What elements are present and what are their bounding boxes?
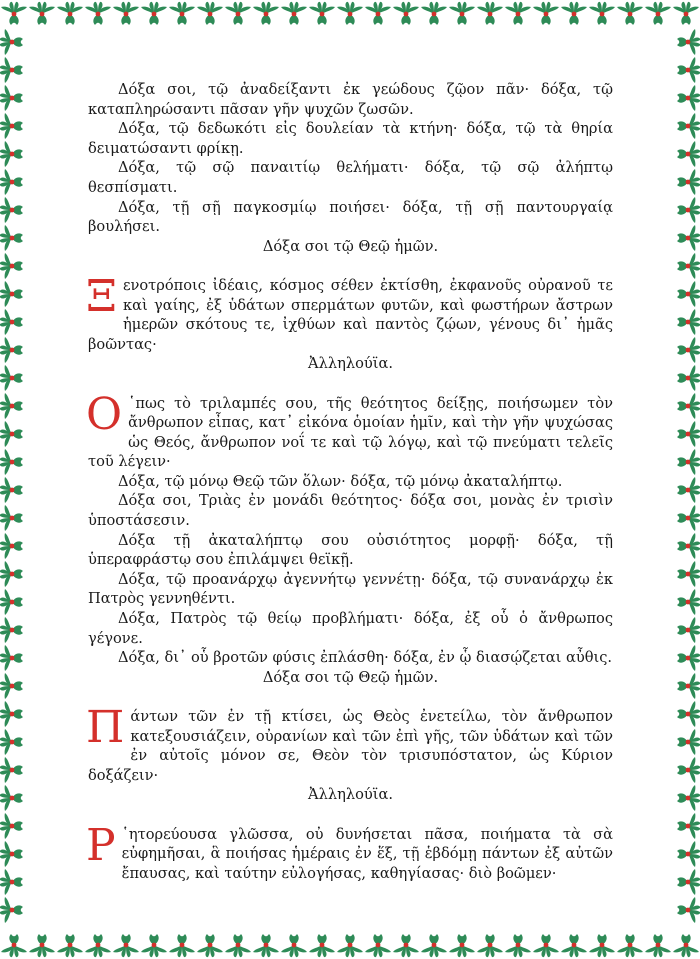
verse-line: Δόξα, τῷ σῷ παναιτίῳ θελήματι· δόξα, τῷ σῷ ἀλήπτῳ θεσπίσματι. — [88, 159, 613, 196]
holly-wreath-icon — [561, 2, 587, 25]
holly-wreath-icon — [677, 57, 700, 83]
holly-wreath-icon — [393, 2, 419, 25]
holly-wreath-icon — [645, 934, 671, 957]
refrain: Δόξα σοι τῷ Θεῷ ἡμῶν. — [262, 668, 439, 686]
holly-wreath-icon — [677, 337, 700, 363]
holly-wreath-icon — [141, 934, 167, 957]
holly-wreath-icon — [0, 533, 23, 559]
holly-wreath-icon — [677, 393, 700, 419]
holly-wreath-icon — [365, 934, 391, 957]
holly-wreath-icon — [0, 757, 23, 783]
holly-wreath-icon — [645, 2, 671, 25]
holly-wreath-icon — [677, 757, 700, 783]
holly-wreath-icon — [393, 934, 419, 957]
holly-wreath-icon — [677, 85, 700, 111]
alleluia: Ἀλληλούϊα. — [308, 355, 393, 373]
drop-cap: Π — [86, 702, 125, 753]
holly-wreath-icon — [0, 645, 23, 671]
holly-wreath-icon — [677, 505, 700, 531]
holly-wreath-icon — [677, 897, 700, 923]
holly-wreath-icon — [677, 29, 700, 55]
verse-line: Δόξα τῇ ἀκαταλήπτῳ σου οὐσιότητος μορφῇ· δόξα, τῇ ὑπεραφράστῳ σου ἐπιλάμψει θεϊκῇ. — [88, 531, 613, 569]
holly-wreath-icon — [0, 169, 23, 195]
holly-wreath-icon — [677, 701, 700, 727]
holly-wreath-icon — [0, 197, 23, 223]
drop-cap: Ξ — [86, 270, 117, 322]
holly-wreath-icon — [1, 2, 27, 25]
holly-wreath-icon — [617, 2, 643, 25]
holly-wreath-icon — [309, 2, 335, 25]
holly-wreath-icon — [673, 2, 699, 25]
alleluia: Ἀλληλούϊα. — [308, 786, 393, 804]
holly-wreath-icon — [57, 934, 83, 957]
holly-wreath-icon — [0, 869, 23, 895]
verse-line: Δόξα, τῷ προανάρχῳ ἀγεννήτῳ γεννέτῃ· δόξα, τῷ συνανάρχῳ ἐκ Πατρὸς γεννηθέντι. — [88, 570, 613, 608]
verse-line: Δόξα σοι, τῷ ἀναδείξαντι ἐκ γεώδους ζῷον πᾶν· δόξα, τῷ καταπληρώσαντι πᾶσαν γῆν ψυχῶν ζωσῶν. — [88, 81, 613, 118]
holly-wreath-icon — [0, 309, 23, 335]
holly-wreath-icon — [677, 589, 700, 615]
holly-wreath-icon — [505, 2, 531, 25]
stanza-pi — [86, 702, 613, 785]
stanza-text: ενοτρόποις ἰδέαις, κόσμος σέθεν ἐκτίσθη, ἐκφανοῦς οὐρανοῦ τε καὶ γαίης, ἐξ ὑδάτων σπερμάτων φυτῶν, καὶ φωστήρων ἄστρων ἡμερῶν σκότους τε, ἰχθύων καὶ παντὸς ζῴων, γένους δι᾿ ἡμᾶς βοῶντας· — [88, 276, 613, 353]
holly-wreath-icon — [533, 934, 559, 957]
drop-cap: Ρ — [86, 819, 116, 871]
verse-line: Δόξα σοι, Τριὰς ἐν μονάδι θεότητος· δόξα σοι, μονὰς ἐν τρισὶν ὑποστάσεσιν. — [88, 492, 613, 530]
holly-wreath-icon — [477, 934, 503, 957]
holly-wreath-icon — [309, 934, 335, 957]
holly-wreath-icon — [677, 673, 700, 699]
verse-line: Δόξα, τῷ μόνῳ Θεῷ τῶν ὅλων· δόξα, τῷ μόνῳ ἀκαταλήπτῳ. — [118, 472, 563, 490]
holly-wreath-icon — [677, 281, 700, 307]
holly-wreath-icon — [169, 2, 195, 25]
refrain: Δόξα σοι τῷ Θεῷ ἡμῶν. — [262, 237, 439, 255]
holly-wreath-icon — [281, 934, 307, 957]
holly-wreath-icon — [85, 2, 111, 25]
holly-wreath-icon — [561, 934, 587, 957]
holly-wreath-icon — [0, 337, 23, 363]
holly-wreath-icon — [677, 869, 700, 895]
holly-wreath-icon — [677, 309, 700, 335]
holly-wreath-icon — [0, 673, 23, 699]
holly-wreath-icon — [337, 2, 363, 25]
holly-wreath-icon — [365, 2, 391, 25]
stanza-omicron — [86, 388, 613, 472]
holly-wreath-icon — [1, 934, 27, 957]
holly-wreath-icon — [113, 934, 139, 957]
holly-wreath-icon — [533, 2, 559, 25]
holly-wreath-icon — [677, 449, 700, 475]
holly-wreath-icon — [677, 141, 700, 167]
stanza-rho — [86, 819, 613, 884]
holly-wreath-icon — [29, 2, 55, 25]
verse-line: Δόξα, Πατρὸς τῷ θείῳ προβλήματι· δόξα, ἐξ οὗ ὁ ἄνθρωπος γέγονε. — [88, 610, 613, 647]
text-body — [88, 80, 613, 883]
holly-wreath-icon — [677, 421, 700, 447]
holly-wreath-icon — [57, 2, 83, 25]
holly-wreath-icon — [677, 253, 700, 279]
holly-wreath-icon — [677, 225, 700, 251]
holly-wreath-icon — [677, 365, 700, 391]
holly-wreath-icon — [677, 113, 700, 139]
holly-wreath-icon — [421, 934, 447, 957]
holly-wreath-icon — [0, 589, 23, 615]
holly-wreath-icon — [0, 701, 23, 727]
verse-line: Δόξα, δι᾿ οὗ βροτῶν φύσις ἐπλάσθη· δόξα, ἐν ᾧ διασῴζεται αὖθις. — [118, 649, 613, 667]
holly-wreath-icon — [505, 934, 531, 957]
holly-wreath-icon — [477, 2, 503, 25]
holly-wreath-icon — [0, 561, 23, 587]
holly-wreath-icon — [677, 197, 700, 223]
holly-wreath-icon — [0, 57, 23, 83]
holly-wreath-icon — [677, 617, 700, 643]
holly-wreath-icon — [677, 477, 700, 503]
holly-wreath-icon — [141, 2, 167, 25]
holly-wreath-icon — [677, 169, 700, 195]
holly-wreath-icon — [677, 785, 700, 811]
holly-wreath-icon — [677, 645, 700, 671]
holly-wreath-icon — [225, 2, 251, 25]
drop-cap: Ο — [86, 388, 123, 440]
holly-wreath-icon — [0, 841, 23, 867]
holly-wreath-icon — [281, 2, 307, 25]
holly-wreath-icon — [0, 225, 23, 251]
holly-wreath-icon — [225, 934, 251, 957]
holly-wreath-icon — [337, 934, 363, 957]
holly-wreath-icon — [0, 897, 23, 923]
holly-wreath-icon — [677, 533, 700, 559]
holly-wreath-icon — [449, 2, 475, 25]
holly-wreath-icon — [0, 477, 23, 503]
holly-wreath-icon — [617, 934, 643, 957]
holly-wreath-icon — [253, 2, 279, 25]
holly-wreath-icon — [0, 449, 23, 475]
holly-wreath-icon — [589, 2, 615, 25]
holly-wreath-icon — [29, 934, 55, 957]
holly-wreath-icon — [0, 253, 23, 279]
holly-wreath-icon — [589, 934, 615, 957]
holly-wreath-icon — [677, 729, 700, 755]
holly-wreath-icon — [0, 29, 23, 55]
holly-wreath-icon — [673, 934, 699, 957]
holly-wreath-icon — [197, 2, 223, 25]
holly-wreath-icon — [449, 934, 475, 957]
holly-wreath-icon — [0, 505, 23, 531]
holly-wreath-icon — [0, 729, 23, 755]
holly-wreath-icon — [0, 421, 23, 447]
holly-wreath-icon — [0, 85, 23, 111]
holly-wreath-icon — [0, 365, 23, 391]
holly-wreath-icon — [253, 934, 279, 957]
holly-wreath-icon — [113, 2, 139, 25]
holly-wreath-icon — [0, 141, 23, 167]
holly-wreath-icon — [0, 785, 23, 811]
stanza-text: ῾ητορεύουσα γλῶσσα, οὐ δυνήσεται πᾶσα, ποιήματα τὰ σὰ εὐφημῆσαι, ἃ ποιήσας ἡμέραις ἐν ἕξ, τῇ ἑβδόμῃ πάντων ἐξ αὐτῶν ἔπαυσας, καὶ ταύτην εὐλογήσας, καθηγίασας· διὸ βοῶμεν· — [121, 825, 613, 882]
holly-wreath-icon — [0, 281, 23, 307]
stanza-xi — [86, 270, 613, 354]
holly-wreath-icon — [677, 813, 700, 839]
holly-wreath-icon — [85, 934, 111, 957]
stanza-text: ῾πως τὸ τριλαμπές σου, τῆς θεότητος δείξῃς, ποιήσωμεν τὸν ἄνθρωπον εἶπας, κατ᾿ εἰκόνα ὁμοίαν ἡμῖν, καὶ τὴν γῆν ψυχώσας ὡς Θεός, ἄνθρωπον νοΐ τε καὶ τῷ λόγῳ, καὶ τῷ πνεύματι τελεῖς τοῦ λέγειν· — [88, 394, 613, 471]
holly-wreath-icon — [197, 934, 223, 957]
holly-wreath-icon — [0, 113, 23, 139]
stanza-text: άντων τῶν ἐν τῇ κτίσει, ὡς Θεὸς ἐνετείλω, τὸν ἄνθρωπον κατεξουσιάζειν, οὐρανίων καὶ τῶν ἐπὶ γῆς, τῶν ὑδάτων καὶ τῶν ἐν αὐτοῖς μόνον σε, Θεὸν τὸν τρισυπόστατον, ὡς Κύριον δοξάζειν· — [88, 708, 613, 784]
holly-wreath-icon — [677, 841, 700, 867]
holly-wreath-icon — [0, 813, 23, 839]
verse-line: Δόξα, τῷ δεδωκότι εἰς δουλείαν τὰ κτήνη· δόξα, τῷ τὰ θηρία δειματώσαντι φρίκῃ. — [88, 120, 613, 157]
holly-wreath-icon — [169, 934, 195, 957]
holly-wreath-icon — [421, 2, 447, 25]
holly-wreath-icon — [0, 393, 23, 419]
holly-wreath-icon — [677, 561, 700, 587]
holly-wreath-icon — [0, 617, 23, 643]
verse-line: Δόξα, τῇ σῇ παγκοσμίῳ ποιήσει· δόξα, τῇ σῇ παντουργαίᾳ βουλήσει. — [88, 198, 613, 236]
